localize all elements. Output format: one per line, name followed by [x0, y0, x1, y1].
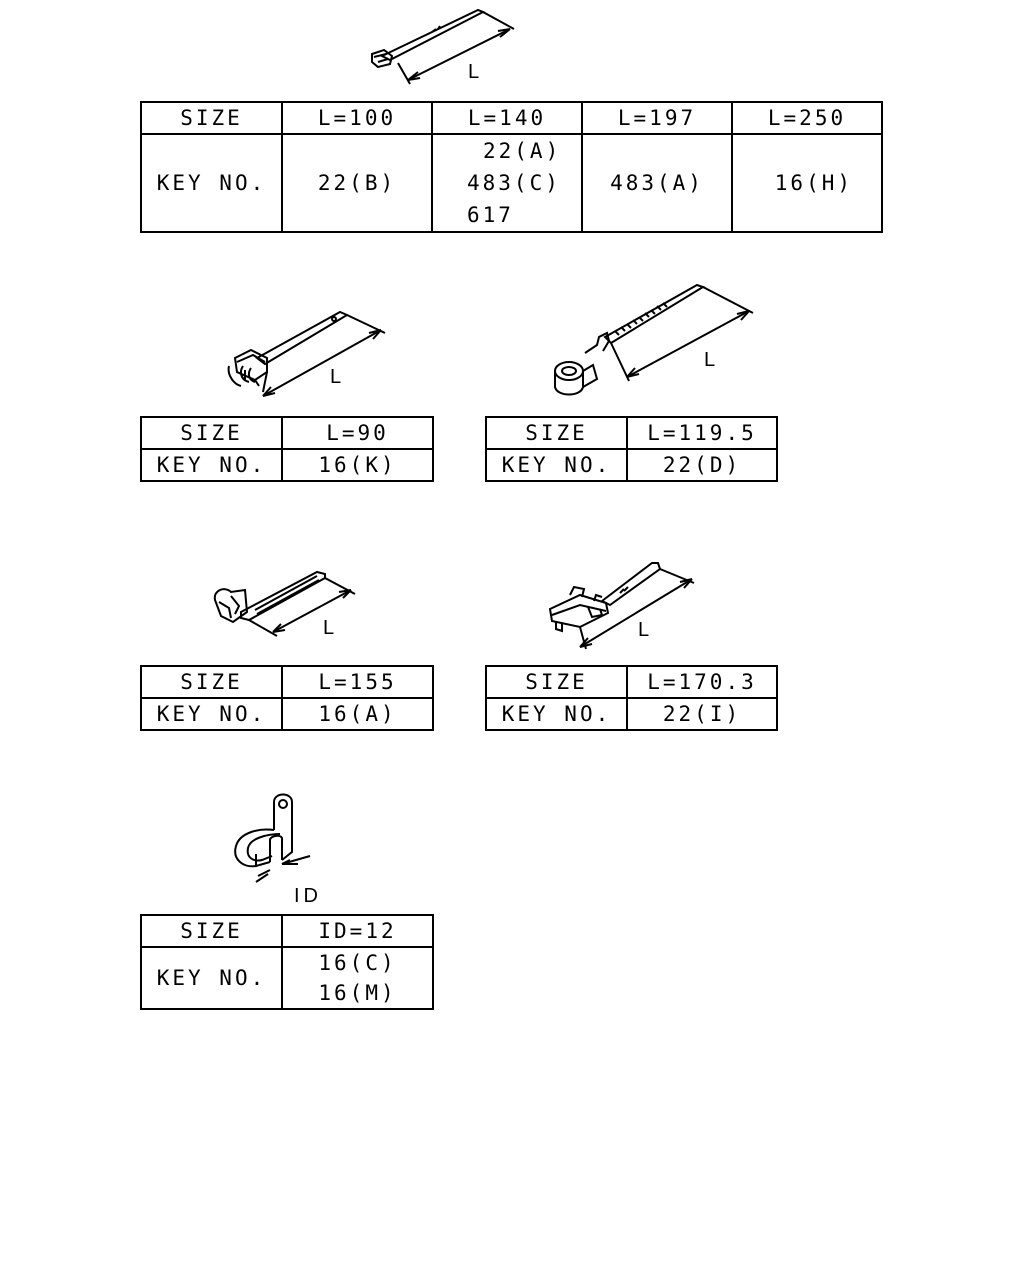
- dimension-label: ID: [294, 885, 322, 907]
- push-mount-tie-illustration: [215, 300, 395, 405]
- size-label: SIZE: [141, 417, 282, 449]
- key-cell: [582, 134, 732, 232]
- bolt-ring-tie-illustration: [545, 275, 765, 405]
- spec-table: [140, 101, 883, 233]
- spec-table: [140, 914, 434, 1010]
- key-label: KEY NO.: [486, 449, 627, 481]
- key-row: [141, 134, 882, 232]
- key-cell: [732, 134, 882, 232]
- key-label: KEY NO.: [141, 698, 282, 730]
- size-value: L=197: [582, 102, 732, 134]
- key-cell: [282, 947, 433, 1009]
- size-value: L=155: [282, 666, 433, 698]
- size-row: [141, 666, 433, 698]
- spec-table: [485, 665, 778, 731]
- size-value: L=100: [282, 102, 432, 134]
- dimension-label: L: [468, 61, 480, 83]
- key-number: 483(A): [610, 171, 704, 195]
- size-row: [141, 915, 433, 947]
- size-value: L=140: [432, 102, 582, 134]
- size-row: [486, 417, 777, 449]
- dimension-label: L: [323, 617, 335, 639]
- size-label: SIZE: [486, 666, 627, 698]
- key-row: [141, 947, 433, 1009]
- key-label: KEY NO.: [141, 947, 282, 1009]
- size-label: SIZE: [141, 915, 282, 947]
- key-row: [486, 449, 777, 481]
- size-label: SIZE: [141, 102, 282, 134]
- key-cell: [282, 134, 432, 232]
- key-row: [141, 449, 433, 481]
- cable-tie-clip-illustration: [360, 0, 530, 95]
- key-number: 22(I): [627, 698, 777, 730]
- key-number: 16(M): [318, 981, 397, 1005]
- size-value: L=250: [732, 102, 882, 134]
- size-value: L=90: [282, 417, 433, 449]
- key-number: 16(K): [282, 449, 433, 481]
- key-row: [141, 698, 433, 730]
- p-clamp-illustration: [220, 790, 330, 890]
- key-number: 483(C): [467, 171, 561, 195]
- size-label: SIZE: [486, 417, 627, 449]
- size-label: SIZE: [141, 666, 282, 698]
- size-row: [141, 417, 433, 449]
- key-row: [486, 698, 777, 730]
- key-cell: [432, 134, 582, 232]
- key-label: KEY NO.: [486, 698, 627, 730]
- size-row: [141, 102, 882, 134]
- key-number: 22(B): [317, 171, 397, 195]
- key-label: KEY NO.: [141, 449, 282, 481]
- spec-table: [140, 416, 434, 482]
- size-value: L=170.3: [627, 666, 777, 698]
- key-number: 22(A): [483, 139, 562, 163]
- dimension-label: L: [638, 619, 650, 641]
- key-number: 16(H): [774, 171, 853, 195]
- edge-clip-tie-illustration: [540, 555, 710, 655]
- spec-table: [140, 665, 434, 731]
- dimension-label: L: [330, 366, 342, 388]
- key-label: KEY NO.: [141, 134, 282, 232]
- spec-table: [485, 416, 778, 482]
- key-number: 16(A): [282, 698, 433, 730]
- key-number: 617: [467, 203, 514, 227]
- size-value: ID=12: [282, 915, 433, 947]
- slotted-strap-tie-illustration: [205, 560, 365, 645]
- size-value: L=119.5: [627, 417, 777, 449]
- key-number: 16(C): [318, 951, 397, 975]
- size-row: [486, 666, 777, 698]
- key-number: 22(D): [627, 449, 777, 481]
- dimension-label: L: [704, 349, 716, 371]
